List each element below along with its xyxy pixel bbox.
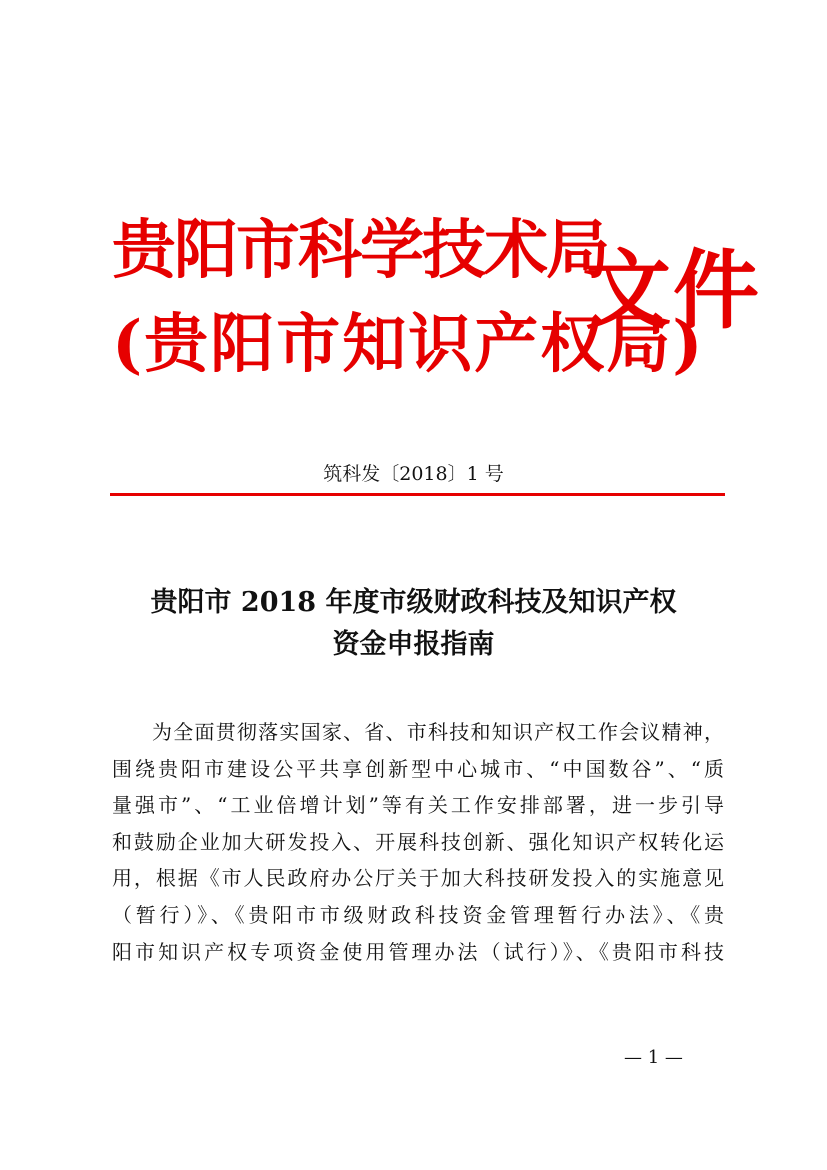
title-line1: 贵阳市 2018 年度市级财政科技及知识产权 [150,587,677,618]
body-line: 围绕贵阳市建设公平共享创新型中心城市、“中国数谷”、“质 [112,756,724,781]
document-number: 筑科发〔2018〕1 号 [323,463,504,485]
body-paragraph [112,714,724,970]
body-line: （暂行）》、《贵阳市市级财政科技资金管理暂行办法》、《贵 [112,902,724,927]
body-line: 阳市知识产权专项资金使用管理办法（试行）》、《贵阳市科技 [112,939,724,964]
header-org-line2: (贵阳市知识产权局) [112,307,705,382]
document-title [0,582,827,666]
header-org-line1: 贵阳市科学技术局 [112,213,608,288]
body-line: 量强市”、“工业倍增计划”等有关工作安排部署，进一步引导 [112,793,724,818]
body-line: 和鼓励企业加大研发投入、开展科技创新、强化知识产权转化运 [112,829,724,854]
header-red-rule [110,493,725,496]
body-line: 用，根据《市人民政府办公厅关于加大科技研发投入的实施意见 [112,866,724,891]
title-line2: 资金申报指南 [332,629,495,660]
header-document-word: 文件 [585,240,761,341]
body-line: 为全面贯彻落实国家、省、市科技和知识产权工作会议精神， [152,720,724,744]
page-number: — 1 — [624,1047,683,1068]
